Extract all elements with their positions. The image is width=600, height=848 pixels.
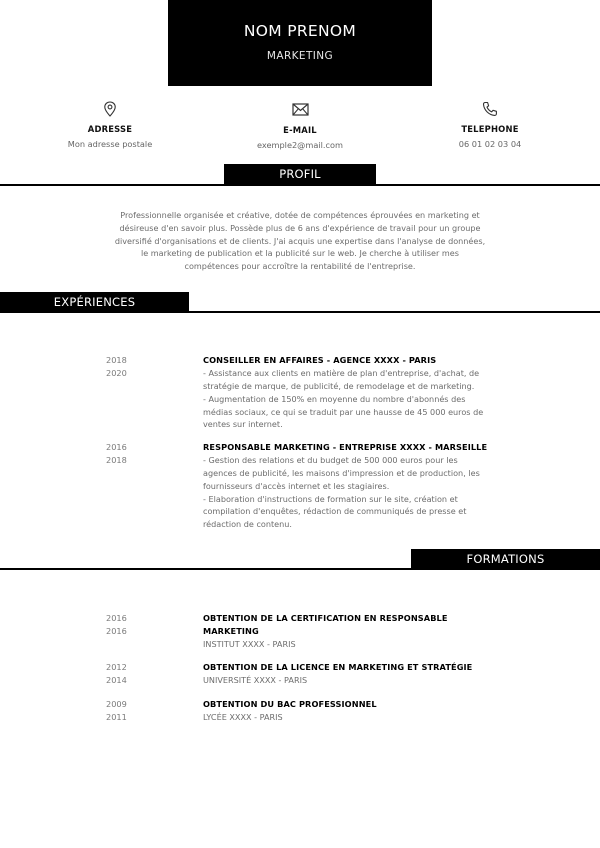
map-pin-icon [103,101,117,117]
job-description-line: - Elaboration d'instructions de formation sur le site, création et [203,493,458,504]
end-year: 2016 [106,625,127,636]
profile-section-title: PROFIL [224,164,376,185]
job-description-line: ventes sur internet. [203,419,283,430]
envelope-icon [292,103,309,116]
start-year: 2016 [106,442,127,452]
entry-body [203,354,493,431]
contact-address [25,101,195,149]
end-year: 2014 [106,674,127,685]
entry-dates [106,441,186,467]
end-year: 2011 [106,711,127,722]
contact-value: 06 01 02 03 04 [458,139,522,149]
profile-line: le marketing de publication et la publicité sur le web. Je cherche à utiliser mes [141,248,459,259]
profile-line: Professionnelle organisée et créative, dotée de compétences éprouvées en marketing et [120,210,480,220]
header-banner [168,0,432,86]
degree-title: OBTENTION DE LA LICENCE EN MARKETING ET STRATÉGIE [203,662,473,672]
experience-section-title: EXPÉRIENCES [0,292,189,313]
entry-dates [106,612,186,638]
job-description-line: - Assistance aux clients en matière de plan d'entreprise, d'achat, de [203,367,480,378]
profile-line: compétences pour accroître la rentabilité de l'entreprise. [184,261,416,272]
school-name: UNIVERSITÉ XXXX - PARIS [203,674,308,685]
degree-title: OBTENTION DU BAC PROFESSIONNEL [203,699,377,709]
contact-label: E-MAIL [283,125,317,135]
job-description-line: compilation d'enquêtes, rédaction de communiqués de presse et [203,506,467,517]
profile-line: diversifié d'organisations et de clients. J'ai acquis une expertise dans l'analyse de données, [114,235,486,246]
profile-summary [108,209,492,273]
entry-body [203,661,493,687]
entry-dates [106,354,186,380]
contact-label: ADRESSE [87,124,133,134]
education-section-title: FORMATIONS [411,549,600,570]
school-name: INSTITUT XXXX - PARIS [203,638,296,649]
contact-phone [405,101,575,149]
entry-body [203,441,493,531]
job-position-title: RESPONSABLE MARKETING - ENTREPRISE XXXX - MARSEILLE [203,442,488,452]
job-description-line: - Gestion des relations et du budget de 500 000 euros pour les [203,454,458,465]
start-year: 2018 [106,355,127,365]
entry-body [203,698,493,724]
contact-label: TELEPHONE [461,124,519,134]
entry-dates [106,698,186,724]
contact-value: exemple2@mail.com [256,140,344,150]
start-year: 2016 [106,613,127,623]
job-description-line: fournisseurs d'accès internet et les stagiaires. [203,480,390,491]
phone-icon [482,101,498,117]
school-name: LYCÉE XXXX - PARIS [203,711,283,722]
degree-title: OBTENTION DE LA CERTIFICATION EN RESPONSABLE [203,613,448,623]
contact-email [215,101,385,150]
candidate-name: NOM PRENOM [243,22,357,40]
job-position-title: CONSEILLER EN AFFAIRES - AGENCE XXXX - PARIS [203,355,437,365]
job-description-line: - Augmentation de 150% en moyenne du nombre d'abonnés des [203,393,466,404]
entry-dates [106,661,186,687]
entry-body [203,612,493,650]
end-year: 2020 [106,367,127,378]
job-description-line: stratégie de marque, de publicité, de remodelage et de marketing. [203,380,475,391]
degree-title: MARKETING [203,625,259,636]
contact-value: Mon adresse postale [67,139,153,149]
job-description-line: agences de publicité, les maisons d'impression et de production, les [203,467,480,478]
start-year: 2009 [106,699,127,709]
profile-line: désireuse d'en savoir plus. Possède plus de 6 ans d'expérience de travail pour un groupe [119,222,481,233]
job-title: MARKETING [266,50,334,62]
start-year: 2012 [106,662,127,672]
job-description-line: médias sociaux, ce qui se traduit par une hausse de 45 000 euros de [203,406,484,417]
job-description-line: rédaction de contenu. [203,519,292,530]
end-year: 2018 [106,454,127,465]
